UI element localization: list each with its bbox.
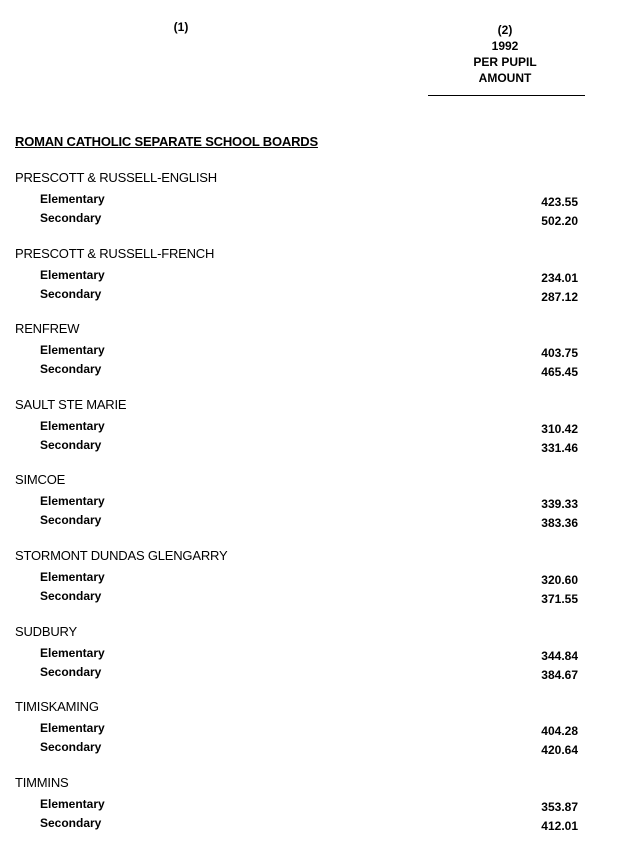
- per-pupil-amount: 383.36: [541, 516, 578, 530]
- board-name: PRESCOTT & RUSSELL-ENGLISH: [15, 170, 217, 185]
- school-level-label: Elementary: [40, 343, 105, 357]
- board-name: PRESCOTT & RUSSELL-FRENCH: [15, 246, 215, 261]
- school-level-label: Secondary: [40, 438, 102, 452]
- amount-row: [0, 268, 641, 286]
- amount-row: [0, 287, 641, 305]
- column-2-number: (2): [497, 23, 513, 37]
- amount-row: [0, 665, 641, 683]
- per-pupil-amount: 287.12: [541, 290, 578, 304]
- amount-row: [0, 570, 641, 588]
- school-level-label: Elementary: [40, 721, 105, 735]
- board-name: STORMONT DUNDAS GLENGARRY: [15, 548, 228, 563]
- amount-row: [0, 343, 641, 361]
- per-pupil-amount: 502.20: [541, 214, 578, 228]
- amount-row: [0, 816, 641, 834]
- per-pupil-amount: 331.46: [541, 441, 578, 455]
- school-level-label: Secondary: [40, 665, 102, 679]
- per-pupil-amount: 403.75: [541, 346, 578, 360]
- school-level-label: Elementary: [40, 419, 105, 433]
- school-level-label: Elementary: [40, 192, 105, 206]
- school-level-label: Secondary: [40, 589, 102, 603]
- board-entry: [0, 699, 641, 769]
- board-name: SUDBURY: [15, 624, 77, 639]
- per-pupil-amount: 412.01: [541, 819, 578, 833]
- school-level-label: Secondary: [40, 287, 102, 301]
- column-2-title-line-1: PER PUPIL: [473, 55, 537, 69]
- amount-row: [0, 192, 641, 210]
- per-pupil-amount: 404.28: [541, 724, 578, 738]
- school-level-label: Secondary: [40, 211, 102, 225]
- board-entry: [0, 246, 641, 316]
- school-level-label: Elementary: [40, 494, 105, 508]
- amount-row: [0, 646, 641, 664]
- amount-row: [0, 211, 641, 229]
- board-entry: [0, 397, 641, 467]
- board-entry: [0, 624, 641, 694]
- per-pupil-amount: 353.87: [541, 800, 578, 814]
- amount-row: [0, 362, 641, 380]
- board-name: TIMMINS: [15, 775, 69, 790]
- column-2-header: [430, 22, 580, 86]
- school-level-label: Secondary: [40, 362, 102, 376]
- amount-row: [0, 513, 641, 531]
- column-2-year: 1992: [491, 39, 519, 53]
- amount-row: [0, 589, 641, 607]
- school-level-label: Secondary: [40, 740, 102, 754]
- column-2-header-rule: [428, 95, 585, 96]
- board-entry: [0, 775, 641, 845]
- per-pupil-amount: 344.84: [541, 649, 578, 663]
- section-title: ROMAN CATHOLIC SEPARATE SCHOOL BOARDS: [15, 134, 318, 149]
- amount-row: [0, 721, 641, 739]
- school-level-label: Elementary: [40, 797, 105, 811]
- per-pupil-amount: 320.60: [541, 573, 578, 587]
- school-level-label: Elementary: [40, 646, 105, 660]
- per-pupil-amount: 465.45: [541, 365, 578, 379]
- per-pupil-amount: 371.55: [541, 592, 578, 606]
- per-pupil-amount: 420.64: [541, 743, 578, 757]
- amount-row: [0, 797, 641, 815]
- column-1-header: (1): [173, 20, 189, 34]
- per-pupil-amount: 339.33: [541, 497, 578, 511]
- school-level-label: Secondary: [40, 816, 102, 830]
- per-pupil-amount: 310.42: [541, 422, 578, 436]
- board-name: SIMCOE: [15, 472, 66, 487]
- board-name: TIMISKAMING: [15, 699, 99, 714]
- school-level-label: Elementary: [40, 268, 105, 282]
- board-entry: [0, 321, 641, 391]
- column-2-title-line-2: AMOUNT: [478, 71, 532, 85]
- board-entry: [0, 472, 641, 542]
- board-entry: [0, 548, 641, 618]
- board-name: RENFREW: [15, 321, 80, 336]
- school-level-label: Elementary: [40, 570, 105, 584]
- per-pupil-amount: 423.55: [541, 195, 578, 209]
- board-entry: [0, 170, 641, 240]
- amount-row: [0, 494, 641, 512]
- amount-row: [0, 740, 641, 758]
- school-level-label: Secondary: [40, 513, 102, 527]
- amount-row: [0, 438, 641, 456]
- per-pupil-amount: 384.67: [541, 668, 578, 682]
- per-pupil-amount: 234.01: [541, 271, 578, 285]
- board-name: SAULT STE MARIE: [15, 397, 127, 412]
- amount-row: [0, 419, 641, 437]
